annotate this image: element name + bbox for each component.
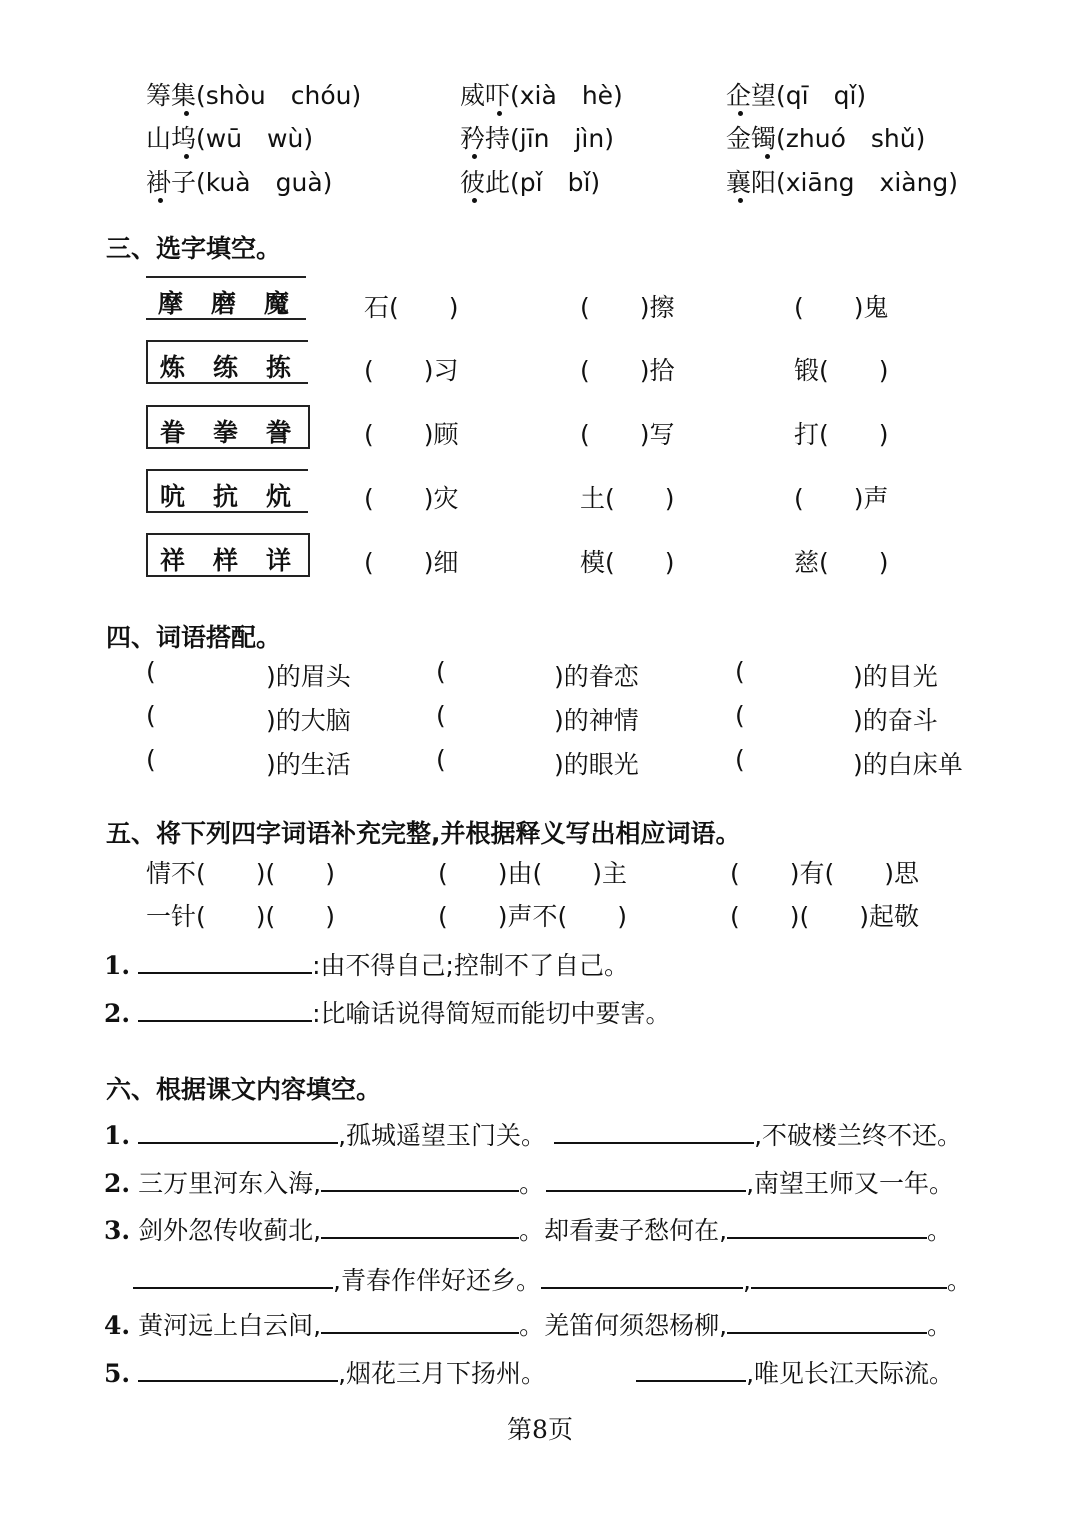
- match-item[interactable]: )的眉头: [266, 662, 351, 691]
- open-paren: (: [436, 701, 446, 730]
- char-option: 摩: [158, 289, 184, 318]
- poem-text: ,孤城遥望玉门关。: [338, 1121, 547, 1150]
- poem-text: 。: [927, 1311, 953, 1340]
- open-paren: (: [735, 657, 745, 686]
- idiom-item[interactable]: 情不( )( ): [146, 859, 336, 888]
- pinyin-item: 山坞(wū wù): [146, 124, 314, 153]
- char-option: 详: [266, 546, 292, 575]
- idiom-item[interactable]: ( )声不( ): [438, 902, 628, 931]
- match-suffix: 的眷恋: [563, 662, 639, 691]
- fill-blank-item[interactable]: 土( ): [580, 484, 675, 513]
- char-box: [146, 276, 306, 320]
- poem-line: [104, 1211, 952, 1247]
- answer-blank[interactable]: [321, 1168, 519, 1192]
- poem-text: 。: [927, 1216, 953, 1245]
- fill-blank-item[interactable]: 打( ): [794, 420, 889, 449]
- answer-blank[interactable]: [546, 1168, 746, 1192]
- pinyin-item: 彼此(pǐ bǐ): [460, 168, 601, 197]
- question-number: 5.: [104, 1359, 131, 1388]
- fill-blank-item[interactable]: 慈( ): [794, 548, 889, 577]
- match-item[interactable]: )的眼光: [554, 750, 639, 779]
- emphasis-dot: [497, 111, 502, 116]
- poem-text: ,不破楼兰终不还。: [754, 1121, 963, 1150]
- open-paren: (: [146, 657, 156, 686]
- section-5-title: 五、将下列四字词语补充完整,并根据释义写出相应词语。: [106, 819, 741, 848]
- match-item[interactable]: )的神情: [554, 706, 639, 735]
- idiom-item[interactable]: 一针( )( ): [146, 902, 336, 931]
- definition-question: [104, 994, 671, 1030]
- open-paren: (: [735, 701, 745, 730]
- match-suffix: 的神情: [563, 706, 639, 735]
- char-option: 拣: [266, 353, 292, 382]
- poem-text: 。: [519, 1169, 545, 1198]
- fill-blank-item[interactable]: ( )鬼: [794, 293, 889, 322]
- match-item[interactable]: )的白床单: [853, 750, 963, 779]
- match-suffix: 的目光: [862, 662, 938, 691]
- poem-line: [133, 1261, 972, 1297]
- fill-blank-item[interactable]: 石( ): [364, 293, 459, 322]
- definition-text: :由不得自己;控制不了自己。: [312, 951, 629, 980]
- match-suffix: 的生活: [275, 750, 351, 779]
- char-option: 拳: [213, 418, 239, 447]
- match-item[interactable]: )的奋斗: [853, 706, 938, 735]
- poem-text: 。羌笛何须怨杨柳,: [519, 1311, 728, 1340]
- answer-blank[interactable]: [554, 1120, 754, 1144]
- poem-text: ,唯见长江天际流。: [746, 1359, 955, 1388]
- char-option: 练: [213, 353, 239, 382]
- char-option: 炼: [160, 353, 186, 382]
- poem-text: 三万里河东入海,: [138, 1169, 322, 1198]
- fill-blank-item[interactable]: ( )拾: [580, 356, 675, 385]
- pinyin-item: 筹集(shòu chóu): [146, 81, 362, 110]
- open-paren: (: [146, 701, 156, 730]
- char-option: 样: [213, 546, 239, 575]
- question-number: 1.: [104, 951, 131, 980]
- emphasis-dot: [158, 198, 163, 203]
- char-option: 眷: [160, 418, 186, 447]
- open-paren: (: [436, 745, 446, 774]
- idiom-item[interactable]: ( )( )起敬: [730, 902, 920, 931]
- pinyin-item: 企望(qī qǐ): [726, 81, 867, 110]
- poem-text: 。却看妻子愁何在,: [519, 1216, 728, 1245]
- poem-line: [104, 1354, 954, 1390]
- pinyin-item: 襄阳(xiāng xiàng): [726, 168, 959, 197]
- emphasis-dot: [184, 154, 189, 159]
- definition-text: :比喻话说得简短而能切中要害。: [312, 999, 671, 1028]
- char-box: [146, 533, 310, 577]
- answer-blank[interactable]: [138, 998, 312, 1022]
- poem-text: ,青春作伴好还乡。: [333, 1266, 541, 1295]
- poem-text: 。: [946, 1266, 972, 1295]
- fill-blank-item[interactable]: ( )灾: [364, 484, 459, 513]
- char-box: [146, 469, 308, 513]
- definition-question: [104, 946, 629, 982]
- idiom-item[interactable]: ( )有( )思: [730, 859, 920, 888]
- pinyin-item: 金镯(zhuó shǔ): [726, 124, 926, 153]
- poem-text: ,烟花三月下扬州。: [338, 1359, 547, 1388]
- fill-blank-item[interactable]: 模( ): [580, 548, 675, 577]
- section-4-title: 四、词语搭配。: [106, 623, 282, 652]
- answer-blank[interactable]: [727, 1310, 927, 1334]
- fill-blank-item[interactable]: ( )写: [580, 420, 675, 449]
- question-number: 3.: [104, 1216, 131, 1245]
- question-number: 2.: [104, 999, 131, 1028]
- fill-blank-item[interactable]: ( )声: [794, 484, 889, 513]
- open-paren: (: [146, 745, 156, 774]
- char-option: 抗: [213, 482, 239, 511]
- poem-text: 黄河远上白云间,: [138, 1311, 322, 1340]
- answer-blank[interactable]: [138, 1358, 338, 1382]
- fill-blank-item[interactable]: ( )顾: [364, 420, 459, 449]
- pinyin-item: 褂子(kuà guà): [146, 168, 333, 197]
- char-option: 磨: [211, 289, 237, 318]
- char-box: [146, 340, 308, 384]
- char-option: 吭: [160, 482, 186, 511]
- fill-blank-item[interactable]: ( )擦: [580, 293, 675, 322]
- fill-blank-item[interactable]: ( )习: [364, 356, 459, 385]
- char-option: 誊: [266, 418, 292, 447]
- poem-line: [104, 1116, 962, 1152]
- open-paren: (: [436, 657, 446, 686]
- char-option: 炕: [266, 482, 292, 511]
- question-number: 2.: [104, 1169, 131, 1198]
- poem-line: [104, 1306, 952, 1342]
- answer-blank[interactable]: [541, 1265, 743, 1289]
- emphasis-dot: [184, 111, 189, 116]
- fill-blank-item[interactable]: 锻( ): [794, 356, 889, 385]
- section-6-title: 六、根据课文内容填空。: [106, 1075, 382, 1104]
- emphasis-dot: [472, 198, 477, 203]
- match-suffix: 的眉头: [275, 662, 351, 691]
- char-option: 魔: [264, 289, 290, 318]
- match-item[interactable]: )的眷恋: [554, 662, 639, 691]
- fill-blank-item[interactable]: ( )细: [364, 548, 459, 577]
- poem-text: ,: [742, 1266, 751, 1295]
- poem-text: ,南望王师又一年。: [746, 1169, 955, 1198]
- answer-blank[interactable]: [321, 1310, 519, 1334]
- answer-blank[interactable]: [636, 1358, 746, 1382]
- emphasis-dot: [738, 198, 743, 203]
- match-suffix: 的奋斗: [862, 706, 938, 735]
- emphasis-dot: [472, 154, 477, 159]
- idiom-item[interactable]: ( )由( )主: [438, 859, 628, 888]
- question-number: 1.: [104, 1121, 131, 1150]
- question-number: 4.: [104, 1311, 131, 1340]
- char-option: 祥: [160, 546, 186, 575]
- poem-text: 剑外忽传收蓟北,: [138, 1216, 322, 1245]
- match-suffix: 的眼光: [563, 750, 639, 779]
- emphasis-dot: [738, 111, 743, 116]
- match-suffix: 的白床单: [862, 750, 963, 779]
- match-item[interactable]: )的目光: [853, 662, 938, 691]
- answer-blank[interactable]: [138, 950, 312, 974]
- answer-blank[interactable]: [138, 1120, 338, 1144]
- match-item[interactable]: )的生活: [266, 750, 351, 779]
- answer-blank[interactable]: [751, 1265, 947, 1289]
- emphasis-dot: [765, 154, 770, 159]
- answer-blank[interactable]: [727, 1215, 927, 1239]
- match-item[interactable]: )的大脑: [266, 706, 351, 735]
- open-paren: (: [735, 745, 745, 774]
- answer-blank[interactable]: [133, 1265, 333, 1289]
- page-number: 第8页: [507, 1415, 573, 1444]
- answer-blank[interactable]: [321, 1215, 519, 1239]
- section-3-title: 三、选字填空。: [106, 234, 282, 263]
- pinyin-item: 威吓(xià hè): [460, 81, 623, 110]
- match-suffix: 的大脑: [275, 706, 351, 735]
- char-box: [146, 405, 310, 449]
- poem-line: [104, 1164, 954, 1200]
- pinyin-item: 矜持(jīn jìn): [460, 124, 614, 153]
